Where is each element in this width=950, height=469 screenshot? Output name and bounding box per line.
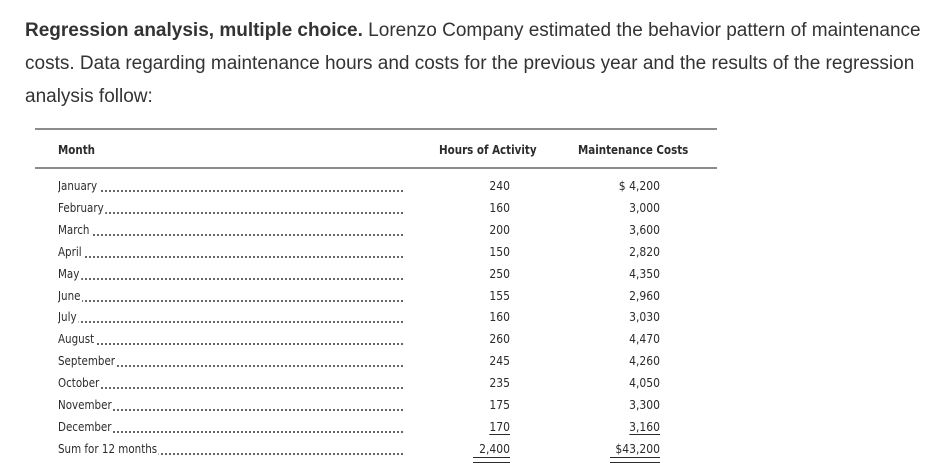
table-row bbox=[35, 285, 717, 307]
cost-value: 4,470 bbox=[629, 332, 660, 347]
month-label: December bbox=[58, 419, 112, 434]
hours-cell bbox=[461, 223, 511, 237]
hours-cell bbox=[461, 289, 511, 303]
leader-dots bbox=[58, 234, 403, 236]
table-row bbox=[35, 372, 717, 394]
month-cell bbox=[58, 310, 403, 326]
month-label: May bbox=[58, 266, 80, 281]
table-row bbox=[35, 306, 717, 328]
month-cell bbox=[58, 201, 403, 217]
hours-value: 250 bbox=[489, 266, 510, 281]
month-label: November bbox=[58, 398, 112, 412]
problem-title: Regression analysis, multiple choice. bbox=[25, 20, 363, 41]
table-row bbox=[35, 416, 717, 438]
hours-value: 240 bbox=[489, 179, 510, 193]
cost-value: 3,160 bbox=[629, 419, 660, 434]
month-label: June bbox=[58, 288, 81, 303]
total-cost bbox=[602, 442, 661, 456]
hours-cell bbox=[461, 376, 511, 390]
cost-cell bbox=[602, 420, 661, 434]
cost-cell bbox=[602, 179, 661, 193]
month-cell bbox=[58, 376, 403, 392]
cost-value: 3,030 bbox=[629, 310, 660, 325]
cost-value: 3,600 bbox=[629, 222, 660, 237]
cost-value: 3,000 bbox=[629, 200, 660, 215]
month-cell bbox=[58, 442, 403, 458]
table-row bbox=[35, 175, 717, 197]
header-month: Month bbox=[58, 143, 95, 157]
cost-cell bbox=[602, 223, 661, 237]
cost-cell bbox=[602, 376, 661, 390]
header-costs: Maintenance Costs bbox=[578, 143, 689, 157]
cost-value: 2,960 bbox=[629, 288, 660, 303]
month-cell bbox=[58, 289, 403, 305]
cost-cell bbox=[602, 289, 661, 303]
cost-cell bbox=[602, 245, 661, 259]
cost-value: 2,820 bbox=[629, 244, 660, 259]
cost-cell bbox=[602, 201, 661, 215]
table-row bbox=[35, 263, 717, 285]
cost-value: $43,200 bbox=[615, 441, 660, 456]
month-label: February bbox=[58, 200, 104, 215]
leader-dots bbox=[58, 387, 403, 389]
hours-cell bbox=[461, 245, 511, 259]
leader-dots bbox=[58, 212, 403, 214]
leader-dots bbox=[58, 343, 403, 345]
cost-cell bbox=[602, 398, 661, 412]
hours-cell bbox=[461, 398, 511, 412]
month-cell bbox=[58, 354, 403, 370]
header-rule bbox=[35, 167, 717, 169]
month-label: April bbox=[58, 244, 82, 259]
cost-cell bbox=[602, 310, 661, 324]
cost-value: $ 4,200 bbox=[618, 179, 660, 193]
cost-cell bbox=[602, 267, 661, 281]
table-row bbox=[35, 394, 717, 416]
table-row bbox=[35, 328, 717, 350]
hours-cell bbox=[461, 179, 511, 193]
month-label: August bbox=[58, 332, 95, 347]
hours-value: 170 bbox=[489, 419, 510, 434]
problem-text: Lorenzo Company estimated the behavior pattern of maintenance costs. Data regarding maintenance hours and costs for the previous year and the results of the regression analysis follow: bbox=[25, 20, 921, 107]
hours-value: 245 bbox=[489, 354, 510, 369]
hours-cell bbox=[461, 267, 511, 281]
hours-cell bbox=[461, 354, 511, 368]
hours-value: 150 bbox=[489, 244, 510, 259]
table-row bbox=[35, 350, 717, 372]
month-cell bbox=[58, 267, 403, 283]
month-cell bbox=[58, 179, 403, 195]
hours-value: 235 bbox=[489, 376, 510, 391]
total-label: Sum for 12 months bbox=[58, 441, 158, 456]
cost-cell bbox=[602, 354, 661, 368]
hours-value: 2,400 bbox=[479, 441, 510, 456]
cost-value: 4,050 bbox=[629, 376, 660, 391]
hours-value: 160 bbox=[489, 200, 510, 215]
hours-value: 155 bbox=[489, 288, 510, 303]
hours-cell bbox=[461, 310, 511, 324]
month-label: July bbox=[58, 310, 77, 325]
month-cell bbox=[58, 223, 403, 239]
month-label: September bbox=[58, 354, 116, 369]
table-row bbox=[35, 241, 717, 263]
total-hours bbox=[461, 442, 511, 456]
hours-cell bbox=[461, 201, 511, 215]
table-row bbox=[35, 197, 717, 219]
leader-dots bbox=[58, 256, 403, 258]
leader-dots bbox=[58, 300, 403, 302]
cost-cell bbox=[602, 332, 661, 346]
hours-value: 260 bbox=[489, 332, 510, 347]
leader-dots bbox=[58, 321, 403, 323]
cost-double-underline bbox=[610, 457, 660, 463]
header-hours: Hours of Activity bbox=[439, 143, 537, 157]
table-top-rule bbox=[35, 128, 717, 130]
hours-value: 200 bbox=[489, 222, 510, 237]
month-cell bbox=[58, 420, 403, 436]
month-cell bbox=[58, 245, 403, 261]
hours-double-underline bbox=[473, 457, 510, 463]
hours-cell bbox=[461, 332, 511, 346]
month-label: March bbox=[58, 222, 90, 237]
hours-value: 160 bbox=[489, 310, 510, 325]
problem-intro bbox=[25, 14, 930, 113]
hours-value: 175 bbox=[489, 398, 510, 412]
leader-dots bbox=[58, 190, 403, 192]
month-cell bbox=[58, 398, 403, 414]
cost-value: 3,300 bbox=[629, 398, 660, 412]
month-label: January bbox=[58, 179, 98, 193]
month-label: October bbox=[58, 376, 100, 391]
cost-value: 4,350 bbox=[629, 266, 660, 281]
leader-dots bbox=[58, 278, 403, 280]
month-cell bbox=[58, 332, 403, 348]
hours-cell bbox=[461, 420, 511, 434]
table-row bbox=[35, 219, 717, 241]
cost-value: 4,260 bbox=[629, 354, 660, 369]
